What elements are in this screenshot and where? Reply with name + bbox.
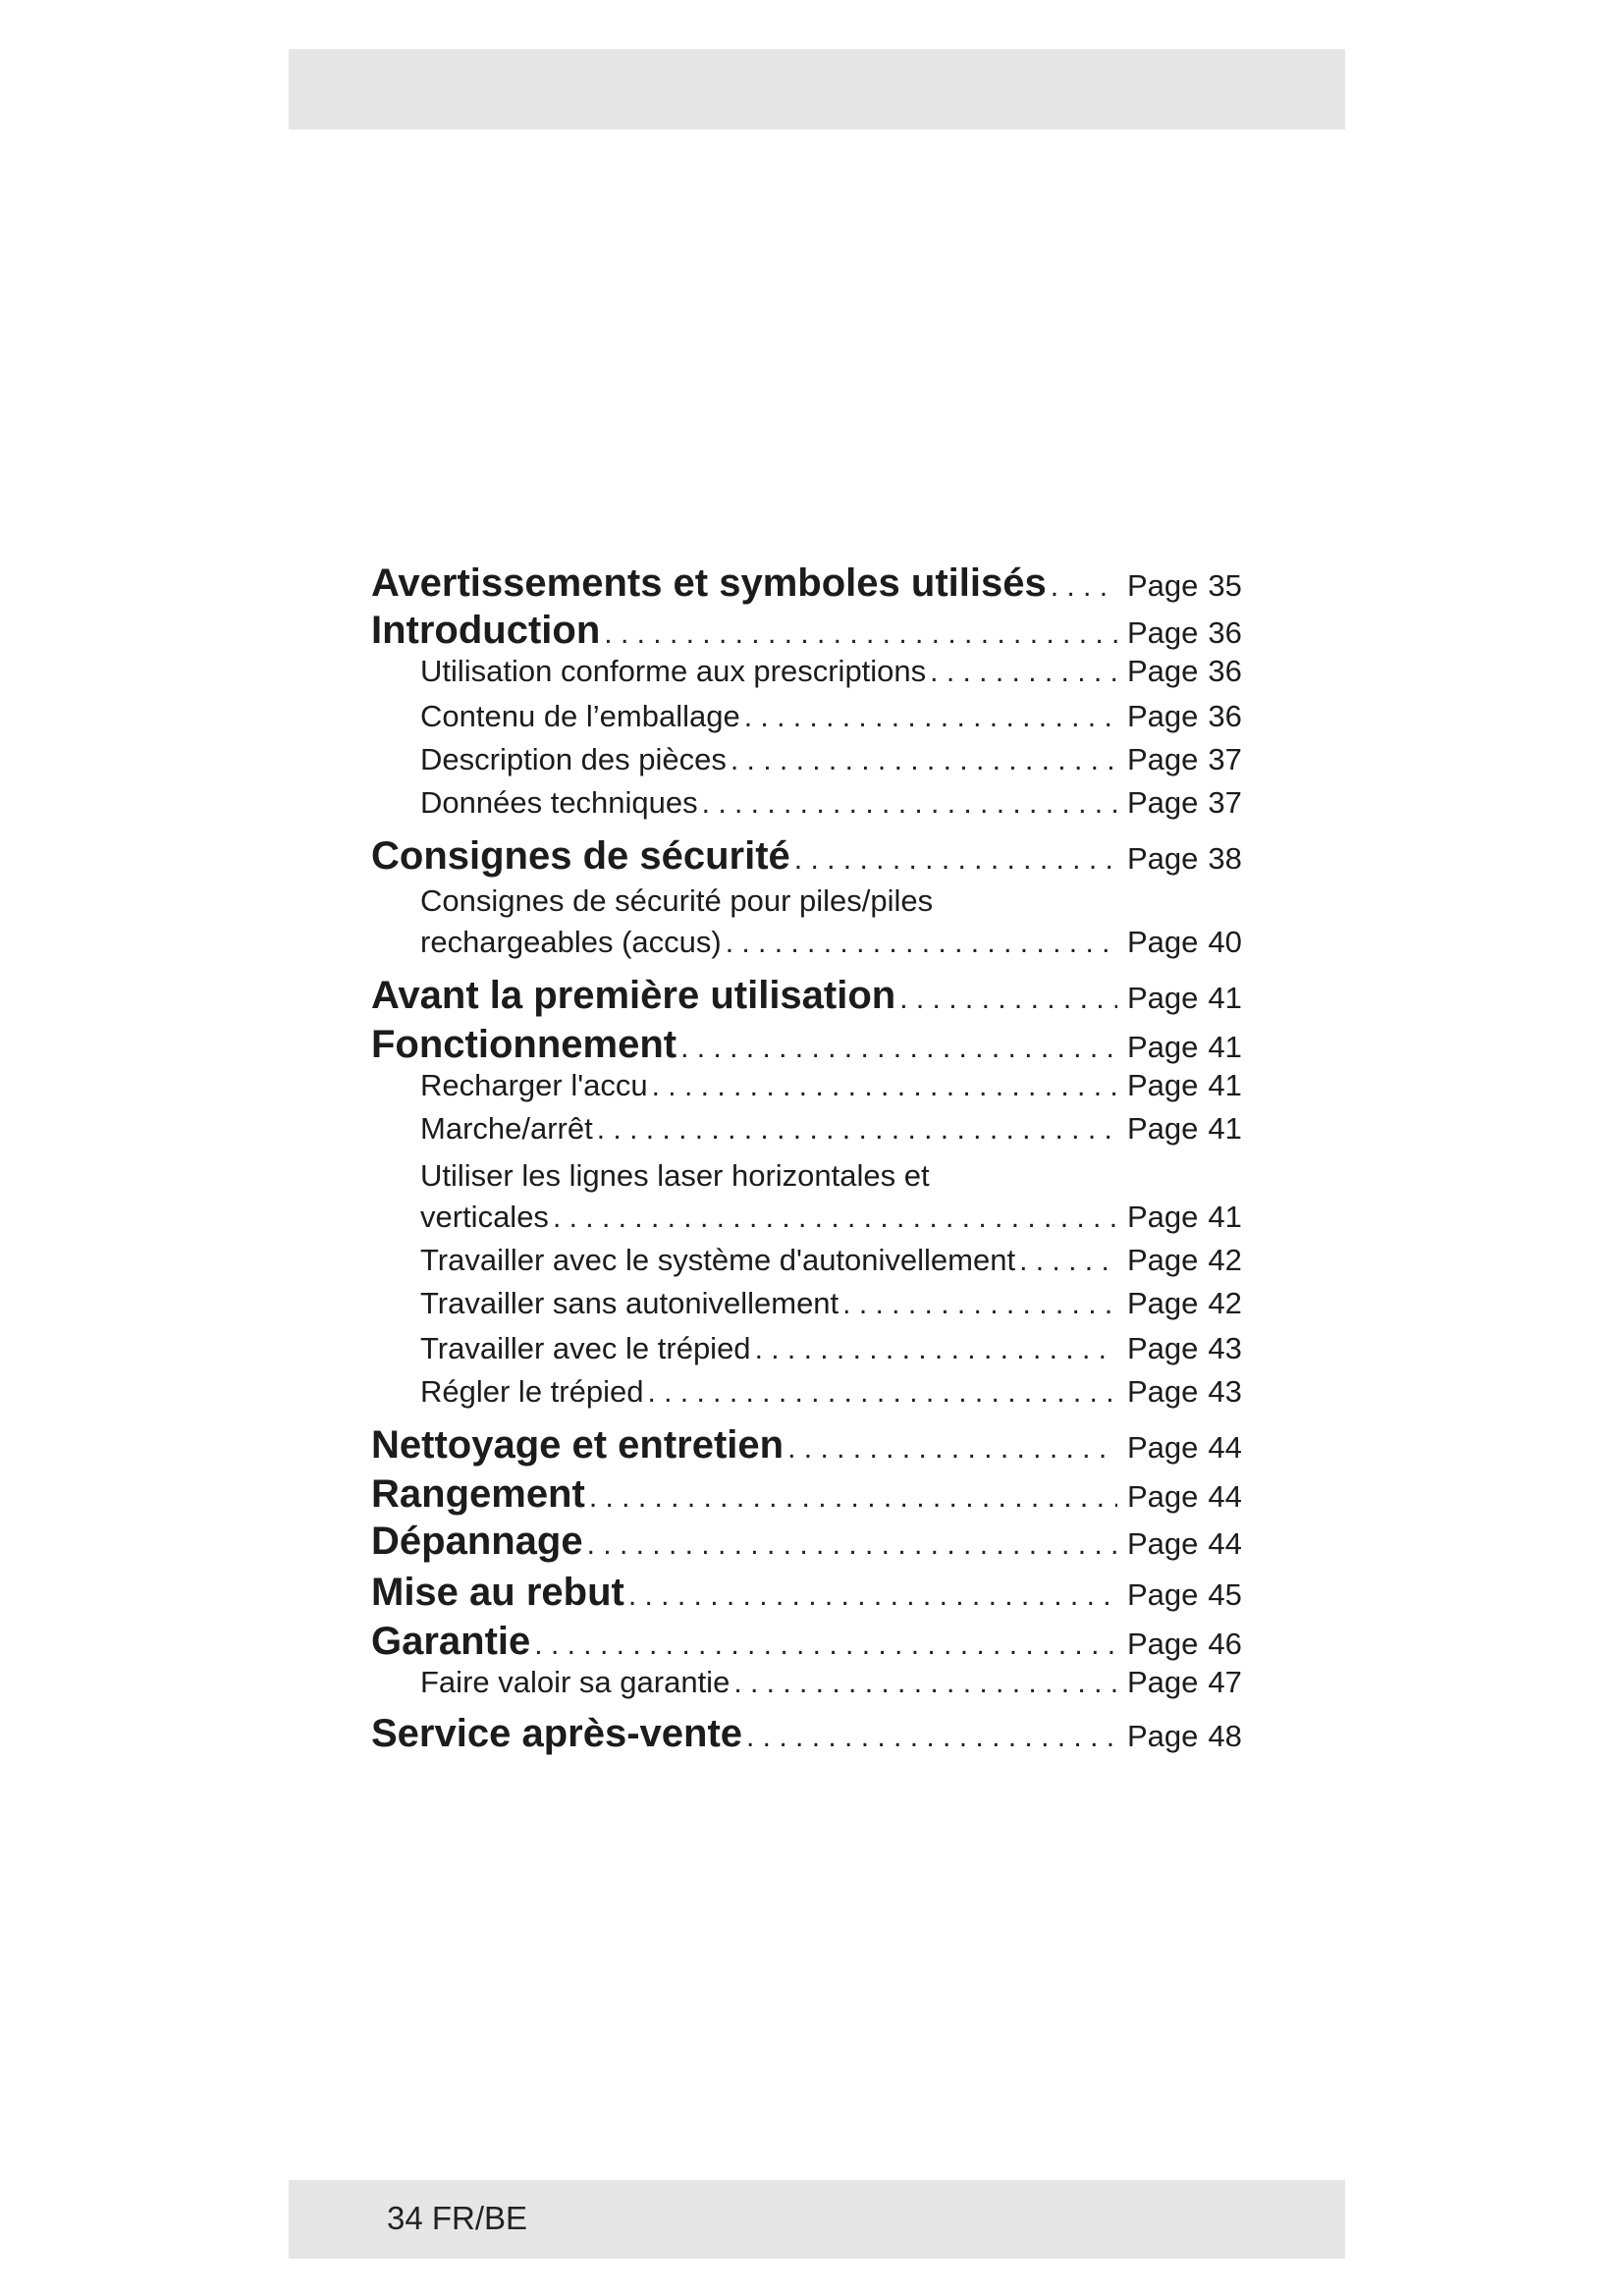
toc-subsection-entry — [371, 742, 1265, 777]
toc-entry-title: Mise au rebut — [371, 1571, 624, 1614]
dot-leader — [731, 744, 1117, 777]
toc-page-reference — [1127, 925, 1265, 960]
dot-leader — [726, 927, 1117, 960]
toc-subsection-entry — [371, 785, 1265, 821]
page-number: 47 — [1208, 1665, 1242, 1699]
dot-leader — [1051, 570, 1117, 604]
page-number: 37 — [1208, 785, 1242, 820]
page-word: Page — [1127, 568, 1199, 603]
footer-bar — [289, 2180, 1345, 2259]
page-number: 35 — [1208, 568, 1242, 603]
page-word: Page — [1127, 699, 1199, 733]
toc-entry-title: Rangement — [371, 1472, 585, 1516]
toc-entry-title: Avant la première utilisation — [371, 974, 896, 1017]
page-number: 48 — [1208, 1719, 1242, 1753]
page-word: Page — [1127, 1243, 1199, 1277]
toc-entry-title: Introduction — [371, 609, 601, 652]
toc-page-reference — [1127, 841, 1265, 877]
toc-section-entry — [371, 974, 1265, 1018]
toc-page-reference — [1127, 742, 1265, 777]
dot-leader — [746, 1721, 1117, 1754]
page-word: Page — [1127, 1286, 1199, 1320]
dot-leader — [899, 983, 1117, 1016]
page-number: 44 — [1208, 1430, 1242, 1465]
page-word: Page — [1127, 1577, 1199, 1612]
page-number: 44 — [1208, 1479, 1242, 1514]
toc-page-reference — [1127, 1111, 1265, 1147]
page-word: Page — [1127, 1331, 1199, 1365]
page-number: 41 — [1208, 1030, 1242, 1064]
toc-entry-title: Avertissements et symboles utilisés — [371, 561, 1047, 605]
toc-entry-title: Travailler avec le système d'autonivellement — [420, 1243, 1016, 1277]
toc-subsection-entry — [371, 925, 1265, 960]
toc-entry-title: Service après-vente — [371, 1712, 743, 1755]
toc-entry-title: Fonctionnement — [371, 1023, 677, 1066]
toc-entry-title: Régler le trépied — [420, 1374, 644, 1409]
dot-leader — [534, 1629, 1117, 1662]
toc-page-reference — [1127, 1200, 1265, 1235]
dot-leader — [652, 1070, 1117, 1103]
toc-subsection-entry — [371, 1331, 1265, 1366]
page-word: Page — [1127, 1374, 1199, 1409]
toc-page-reference — [1127, 1331, 1265, 1366]
dot-leader — [553, 1201, 1117, 1235]
header-bar — [289, 49, 1345, 130]
dot-leader — [628, 1579, 1117, 1613]
toc-page-reference — [1127, 1068, 1265, 1103]
toc-section-entry — [371, 561, 1265, 606]
toc-subsection-entry — [371, 699, 1265, 734]
dot-leader — [842, 1288, 1117, 1321]
toc-entry-title: Nettoyage et entretien — [371, 1423, 785, 1467]
page-word: Page — [1127, 981, 1199, 1015]
toc-entry-title: Utilisation conforme aux prescriptions — [420, 654, 927, 688]
dot-leader — [755, 1333, 1117, 1366]
page-word: Page — [1127, 925, 1199, 959]
toc-page-reference — [1127, 1479, 1265, 1515]
page-word: Page — [1127, 1200, 1199, 1234]
page-number: 44 — [1208, 1526, 1242, 1561]
toc-subsection-entry — [371, 1111, 1265, 1147]
toc-page-reference — [1127, 615, 1265, 651]
dot-leader — [647, 1376, 1117, 1410]
dot-leader — [597, 1113, 1117, 1147]
page-number: 41 — [1208, 981, 1242, 1015]
dot-leader — [794, 843, 1117, 877]
toc-page-reference — [1127, 1665, 1265, 1700]
toc-page-reference — [1127, 699, 1265, 734]
toc-subsection-entry — [371, 654, 1265, 689]
page-number-label: 34 FR/BE — [387, 2200, 528, 2236]
toc-section-entry — [371, 1571, 1265, 1615]
page-word: Page — [1127, 1665, 1199, 1699]
dot-leader — [587, 1528, 1117, 1562]
toc-page-reference — [1127, 981, 1265, 1016]
toc-entry-title: Dépannage — [371, 1520, 583, 1563]
dot-leader — [604, 617, 1117, 651]
page-number: 42 — [1208, 1286, 1242, 1320]
page-word: Page — [1127, 785, 1199, 820]
toc-entry-title: Données techniques — [420, 785, 698, 820]
page-number: 37 — [1208, 742, 1242, 776]
page-number: 38 — [1208, 841, 1242, 876]
dot-leader — [744, 701, 1117, 734]
toc-page-reference — [1127, 1430, 1265, 1466]
toc-entry-title-line1: Utiliser les lignes laser horizontales et — [420, 1158, 930, 1193]
toc-page-reference — [1127, 654, 1265, 689]
dot-leader — [680, 1032, 1117, 1065]
page-word: Page — [1127, 841, 1199, 876]
toc-subsection-entry — [371, 1374, 1265, 1410]
toc-section-entry — [371, 1520, 1265, 1564]
page-number: 42 — [1208, 1243, 1242, 1277]
toc-section-entry — [371, 834, 1265, 879]
toc-subsection-entry — [371, 1286, 1265, 1321]
toc-page-reference — [1127, 1719, 1265, 1754]
toc-section-entry — [371, 1423, 1265, 1468]
page-word: Page — [1127, 1719, 1199, 1753]
dot-leader — [589, 1481, 1117, 1515]
toc-subsection-entry — [371, 1243, 1265, 1278]
page-number: 41 — [1208, 1068, 1242, 1102]
page-number: 36 — [1208, 699, 1242, 733]
toc-page-reference — [1127, 1526, 1265, 1562]
page-word: Page — [1127, 1479, 1199, 1514]
toc-section-entry — [371, 1472, 1265, 1517]
toc-section-entry — [371, 1023, 1265, 1067]
toc-entry-title: Travailler sans autonivellement — [420, 1286, 839, 1320]
page-word: Page — [1127, 1526, 1199, 1561]
toc-subsection-entry — [371, 1200, 1265, 1235]
page-word: Page — [1127, 615, 1199, 650]
dot-leader — [930, 656, 1117, 689]
toc-page-reference — [1127, 1243, 1265, 1278]
toc-page-reference — [1127, 1286, 1265, 1321]
page-number: 40 — [1208, 925, 1242, 959]
toc-entry-title: Consignes de sécurité — [371, 834, 790, 878]
toc-entry-title: Recharger l'accu — [420, 1068, 648, 1102]
toc-page-reference — [1127, 1374, 1265, 1410]
page-number: 41 — [1208, 1200, 1242, 1234]
toc-entry-title: verticales — [420, 1200, 549, 1234]
page-number: 43 — [1208, 1374, 1242, 1409]
toc-entry-title: rechargeables (accus) — [420, 925, 722, 959]
toc-entry-title: Travailler avec le trépied — [420, 1331, 751, 1365]
toc-subsection-entry — [371, 1068, 1265, 1103]
toc-entry-title: Contenu de l’emballage — [420, 699, 740, 733]
toc-page-reference — [1127, 785, 1265, 821]
dot-leader — [733, 1667, 1117, 1700]
page-word: Page — [1127, 1627, 1199, 1661]
toc-subsection-entry — [371, 1665, 1265, 1700]
page-word: Page — [1127, 1111, 1199, 1146]
page-word: Page — [1127, 654, 1199, 688]
toc-entry-title: Description des pièces — [420, 742, 727, 776]
page-word: Page — [1127, 742, 1199, 776]
toc-entry-title: Garantie — [371, 1620, 531, 1663]
page-number: 41 — [1208, 1111, 1242, 1146]
page-word: Page — [1127, 1068, 1199, 1102]
page-word: Page — [1127, 1030, 1199, 1064]
dot-leader — [787, 1432, 1117, 1466]
page-number: 45 — [1208, 1577, 1242, 1612]
toc-page-reference — [1127, 1030, 1265, 1065]
page-number: 36 — [1208, 615, 1242, 650]
page-number: 36 — [1208, 654, 1242, 688]
page-word: Page — [1127, 1430, 1199, 1465]
toc-entry-title: Marche/arrêt — [420, 1111, 593, 1146]
toc-entry-title: Faire valoir sa garantie — [420, 1665, 731, 1699]
toc-section-entry — [371, 609, 1265, 653]
page-number: 46 — [1208, 1627, 1242, 1661]
toc-section-entry — [371, 1712, 1265, 1756]
toc-page-reference — [1127, 1627, 1265, 1662]
page-number: 43 — [1208, 1331, 1242, 1365]
toc-page-reference — [1127, 1577, 1265, 1613]
toc-entry-title-line1: Consignes de sécurité pour piles/piles — [420, 883, 934, 918]
dot-leader — [702, 787, 1117, 821]
dot-leader — [1019, 1245, 1117, 1278]
toc-section-entry — [371, 1620, 1265, 1664]
toc-page-reference — [1127, 568, 1265, 604]
